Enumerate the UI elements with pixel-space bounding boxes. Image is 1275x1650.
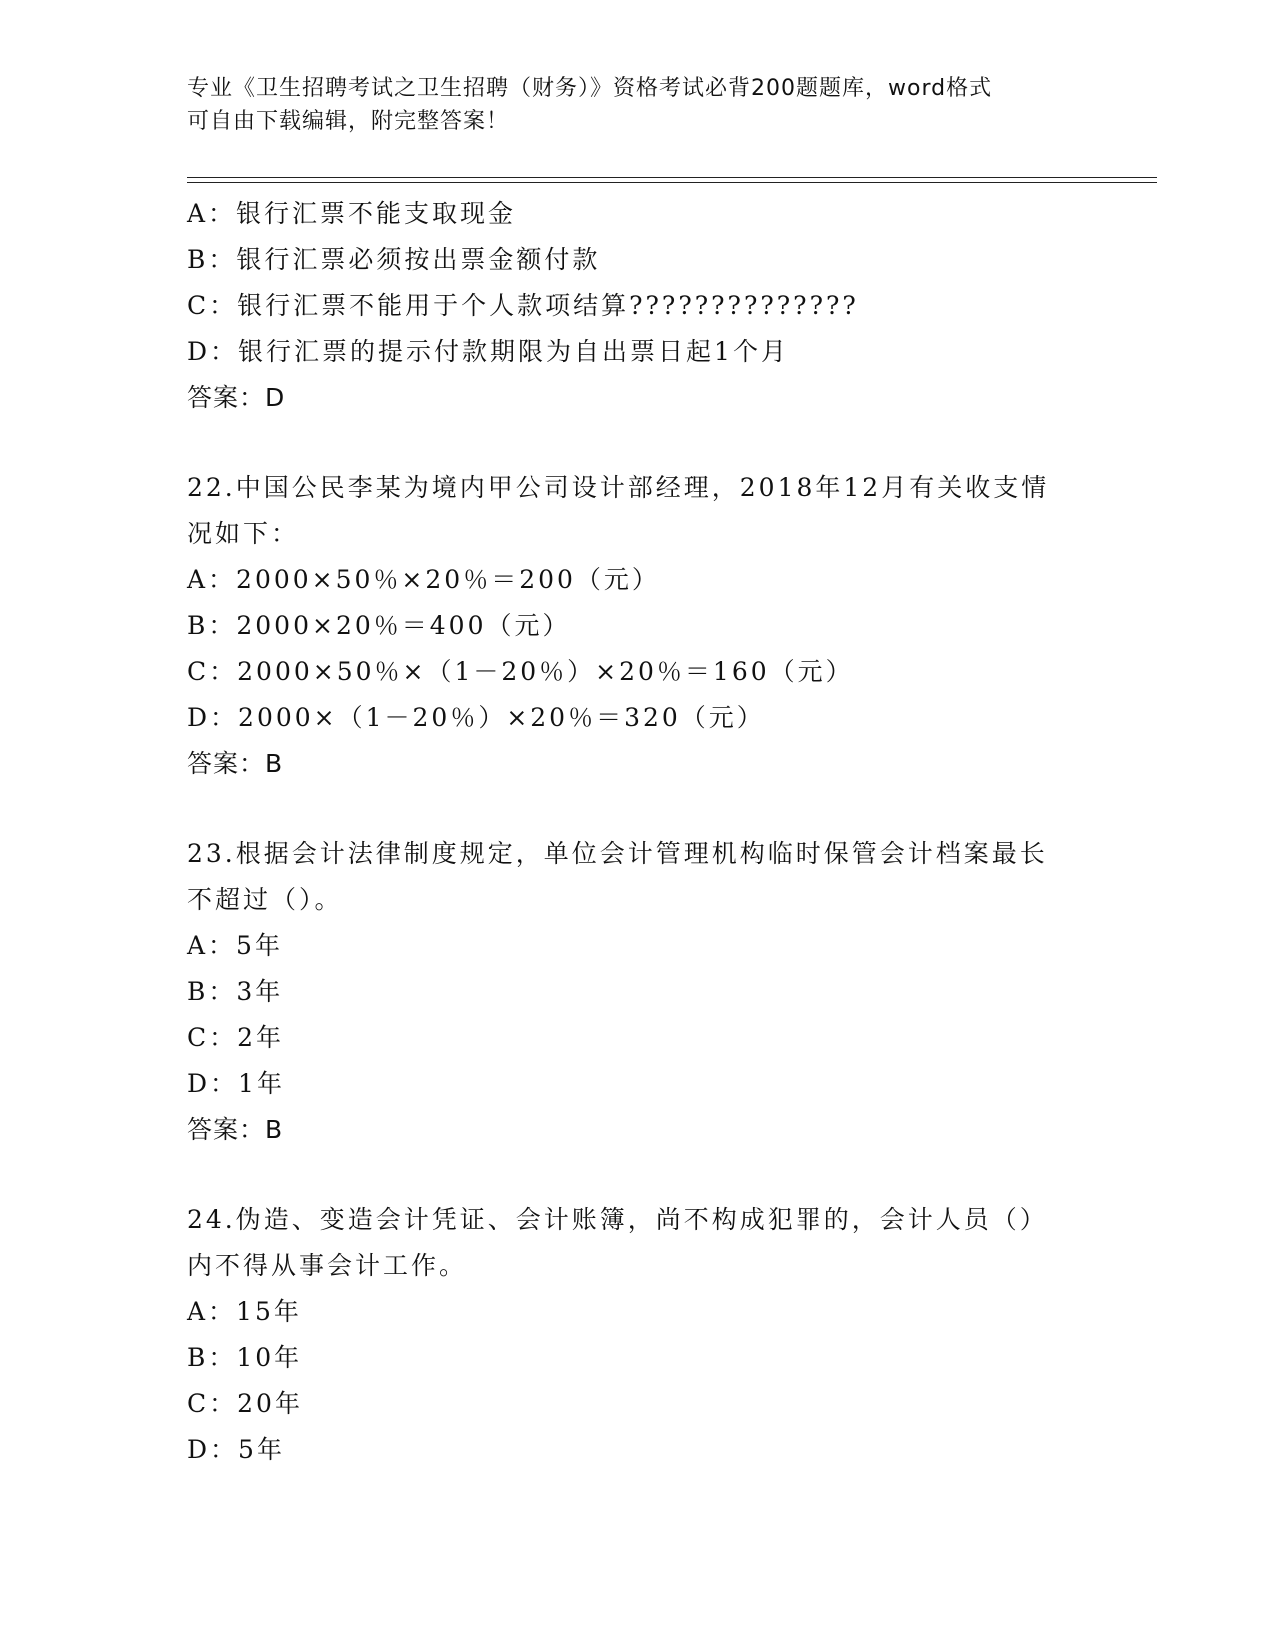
header-divider-top bbox=[187, 177, 1157, 178]
option-d: D：2000×（1－20％）×20％＝320（元） bbox=[187, 703, 765, 732]
option-c: C：20年 bbox=[187, 1389, 303, 1418]
option-b: B：3年 bbox=[187, 977, 284, 1006]
header-line-1: 专业《卫生招聘考试之卫生招聘（财务）》资格考试必背200题题库，word格式 bbox=[187, 76, 993, 101]
answer-line: 答案：B bbox=[187, 1115, 284, 1144]
header-divider-bottom bbox=[187, 182, 1157, 183]
option-d: D：1年 bbox=[187, 1069, 285, 1098]
option-b: B：10年 bbox=[187, 1343, 303, 1372]
spacer bbox=[187, 421, 1087, 465]
option-c: C：2000×50％×（1－20％）×20％＝160（元） bbox=[187, 657, 854, 686]
question-24 bbox=[187, 1197, 1087, 1473]
spacer bbox=[187, 787, 1087, 831]
option-d: D：银行汇票的提示付款期限为自出票日起1个月 bbox=[187, 337, 789, 366]
question-text-cont: 不超过（）。 bbox=[187, 885, 343, 914]
question-text: 22.中国公民李某为境内甲公司设计部经理，2018年12月有关收支情 bbox=[187, 473, 1050, 502]
option-a: A：15年 bbox=[187, 1297, 302, 1326]
spacer bbox=[187, 1153, 1087, 1197]
option-c: C：银行汇票不能用于个人款项结算?????????????? bbox=[187, 291, 859, 320]
question-list bbox=[187, 191, 1087, 1473]
answer-line: 答案：D bbox=[187, 383, 286, 412]
option-b: B：银行汇票必须按出票金额付款 bbox=[187, 245, 601, 274]
option-a: A：5年 bbox=[187, 931, 283, 960]
option-a: A：2000×50％×20％＝200（元） bbox=[187, 565, 660, 594]
answer-line: 答案：B bbox=[187, 749, 284, 778]
option-b: B：2000×20％＝400（元） bbox=[187, 611, 571, 640]
question-text: 23.根据会计法律制度规定，单位会计管理机构临时保管会计档案最长 bbox=[187, 839, 1048, 868]
option-d: D：5年 bbox=[187, 1435, 285, 1464]
question-23 bbox=[187, 831, 1087, 1153]
question-21 bbox=[187, 191, 1087, 421]
header-line-2: 可自由下载编辑，附完整答案！ bbox=[187, 109, 510, 134]
option-a: A：银行汇票不能支取现金 bbox=[187, 199, 517, 228]
question-text: 24.伪造、变造会计凭证、会计账簿，尚不构成犯罪的，会计人员（） bbox=[187, 1205, 1048, 1234]
option-c: C：2年 bbox=[187, 1023, 285, 1052]
document-header bbox=[187, 72, 1087, 138]
question-text-cont: 内不得从事会计工作。 bbox=[187, 1251, 468, 1280]
question-text-cont: 况如下： bbox=[187, 519, 300, 548]
question-22 bbox=[187, 465, 1087, 787]
